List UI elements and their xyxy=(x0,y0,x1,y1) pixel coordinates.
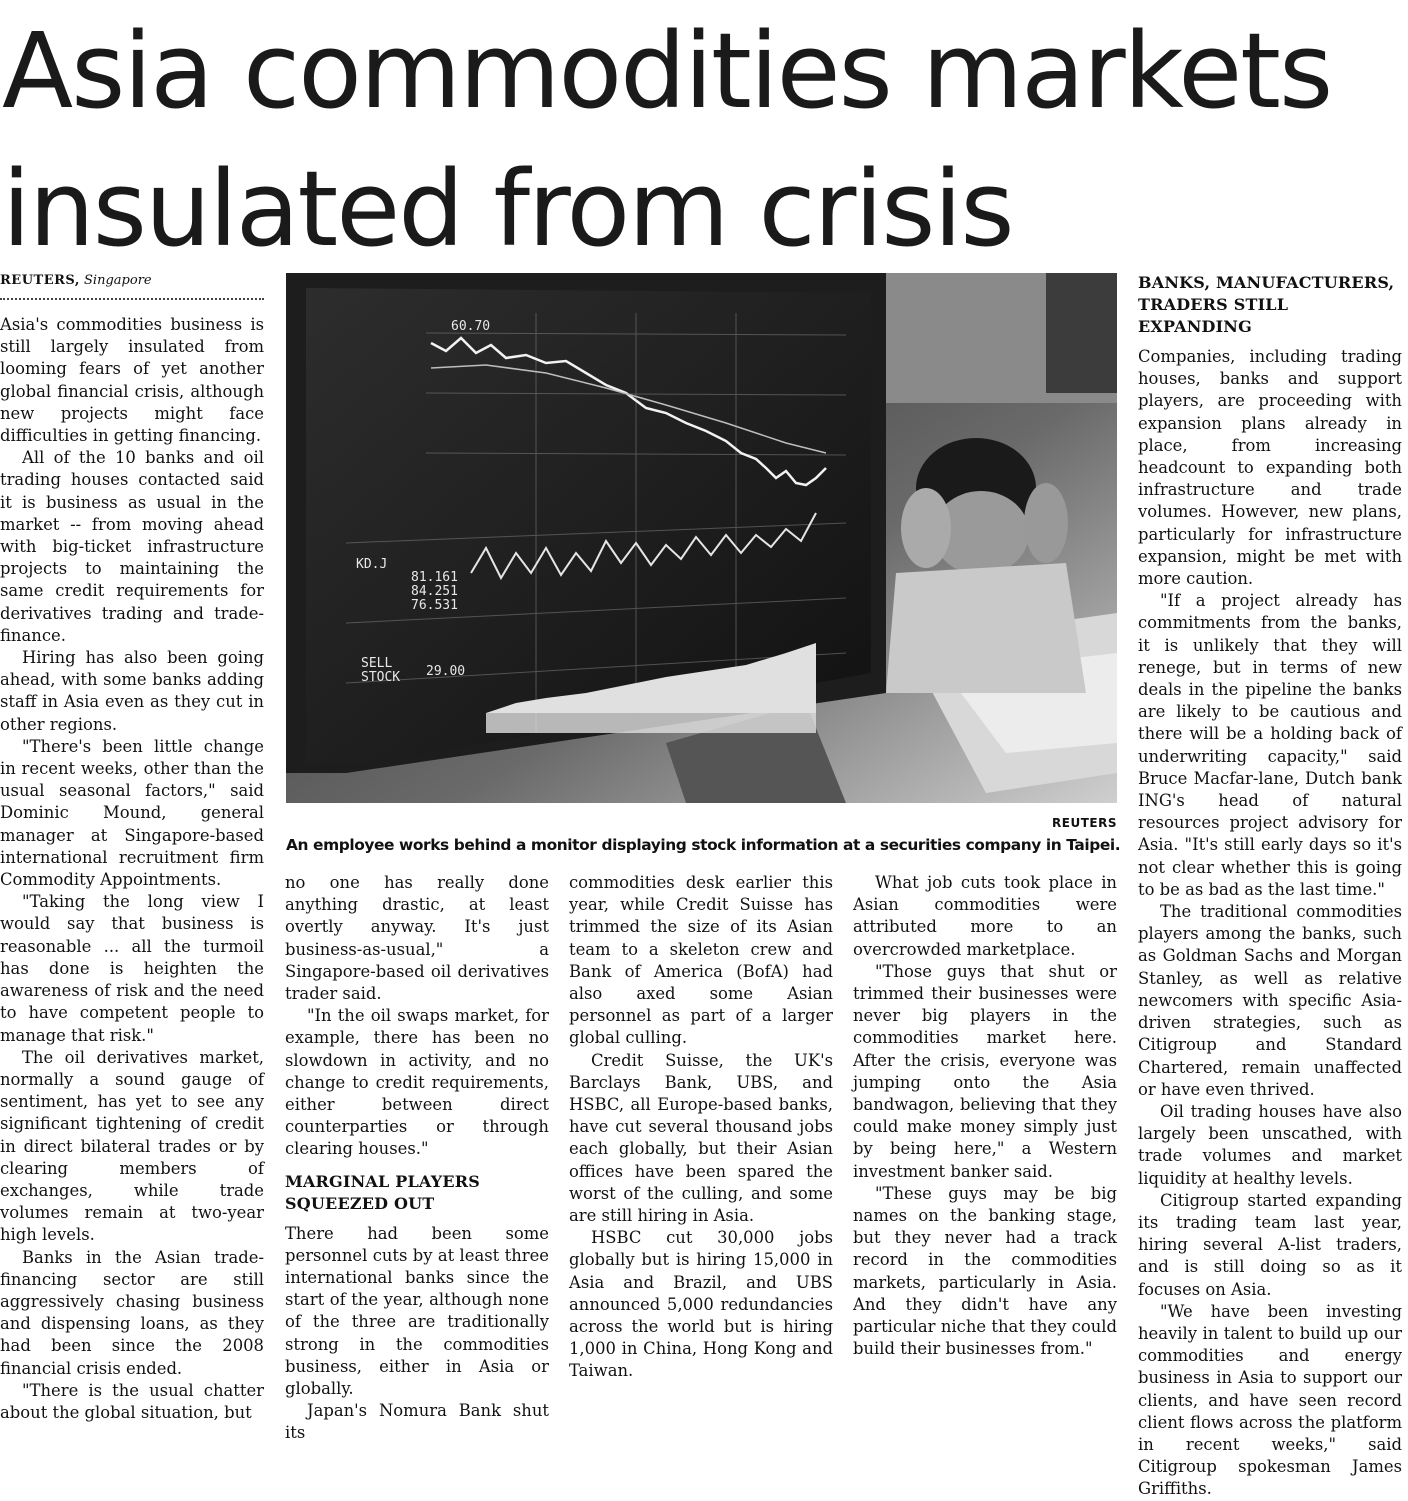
paragraph: "If a project already has commitments from the banks, it is unlikely that they will renege, but in terms of new deals in the pipeline the banks are likely to be cautious and there will be a holding back of underwriting capacity," said Bruce Macfar-lane, Dutch bank ING's head of natural resources project advisory for Asia. "It's still early days so it's not clear whether this is going to be as bad as the last time." xyxy=(1138,591,1402,899)
photo-credit: REUTERS xyxy=(1052,816,1117,830)
article-column-2 xyxy=(285,872,549,1443)
paragraph: The traditional commodities players among the banks, such as Goldman Sachs and Morgan Stanley, as well as relative newcomers with specific Asia-driven strategies, such as Citigroup and Standard Chartered, remain unaffected or have even thrived. xyxy=(1138,902,1402,1099)
paragraph: There had been some personnel cuts by at least three international banks since the start of the year, although none of the three are traditionally strong in the commodities business, either in Asia or globally. xyxy=(285,1223,549,1399)
screen-price-label: 60.70 xyxy=(451,319,491,334)
screen-indicator-label: KD.J xyxy=(356,557,388,572)
paragraph: Hiring has also been going ahead, with some banks adding staff in Asia even as they cut in other regions. xyxy=(0,648,264,734)
headline: Asia commodities markets insulated from crisis xyxy=(2,10,1332,270)
paragraph: Credit Suisse, the UK's Barclays Bank, UBS, and HSBC, all Europe-based banks, have cut several thousand jobs each globally, but their Asian offices have been spared the worst of the culling, and some are still hiring in Asia. xyxy=(569,1050,833,1226)
paragraph: All of the 10 banks and oil trading houses contacted said it is business as usual in the market -- from moving ahead with big-ticket infrastructure projects to maintaining the same credit requirements for derivatives trading and trade-finance. xyxy=(0,448,264,645)
screen-value: 81.161 xyxy=(411,570,458,585)
paragraph: Companies, including trading houses, banks and support players, are proceeding with expansion plans already in place, from increasing headcount to expanding both infrastructure and trade volumes. However, new plans, particularly for infrastructure expansion, might be met with more caution. xyxy=(1138,347,1402,589)
section-subhead: MARGINAL PLAYERS SQUEEZED OUT xyxy=(285,1171,480,1213)
paragraph: "Taking the long view I would say that business is reasonable ... all the turmoil has done is heighten the awareness of risk and the need to have competent people to manage that risk." xyxy=(0,892,264,1045)
article-column-5 xyxy=(1138,268,1402,1499)
screen-label: SELL xyxy=(361,656,393,671)
paragraph: Banks in the Asian trade-financing sector are still aggressively chasing business and dispensing loans, as they had been since the 2008 financial crisis ended. xyxy=(0,1247,264,1378)
paragraph: commodities desk earlier this year, while Credit Suisse has trimmed the size of its Asian team to a skeleton crew and Bank of America (BofA) had also axed some Asian personnel as part of a larger global culling. xyxy=(569,873,833,1048)
paragraph: What job cuts took place in Asian commodities were attributed more to an overcrowded marketplace. xyxy=(853,873,1117,959)
screen-value: 29.00 xyxy=(426,664,466,679)
article-column-4 xyxy=(853,872,1117,1368)
paragraph: "There's been little change in recent weeks, other than the usual seasonal factors," said Dominic Mound, general manager at Singapore-based international recruitment firm Commodity Appointments. xyxy=(0,736,264,890)
section-subhead: BANKS, MANUFACTURERS, TRADERS STILL EXPANDING xyxy=(1138,273,1395,336)
dateline xyxy=(0,272,264,290)
paragraph: Citigroup started expanding its trading team last year, hiring several A-list traders, and is still doing so as it focuses on Asia. xyxy=(1138,1190,1402,1299)
article-column-1 xyxy=(0,314,264,1422)
screen-value: 76.531 xyxy=(411,598,458,613)
paragraph: "These guys may be big names on the banking stage, but they never had a track record in the commodities markets, particularly in Asia. And they didn't have any particular niche that they could build their businesses from." xyxy=(853,1183,1117,1359)
paragraph: "Those guys that shut or trimmed their businesses were never big players in the commodities market here. After the crisis, everyone was jumping onto the Asia bandwagon, believing that they could make money simply just by being here," a Western investment banker said. xyxy=(853,961,1117,1181)
stock-monitor-image xyxy=(286,273,1117,803)
screen-value: 84.251 xyxy=(411,584,458,599)
paragraph: The oil derivatives market, normally a sound gauge of sentiment, has yet to see any significant tightening of credit in direct bilateral trades or by clearing members of exchanges, while trade volumes remain at two-year high levels. xyxy=(0,1047,264,1245)
paragraph: "We have been investing heavily in talent to build up our commodities and energy business in Asia to support our clients, and have seen record client flows across the platform in recent weeks," said Citigroup spokesman James Griffiths. xyxy=(1138,1301,1402,1499)
paragraph: Japan's Nomura Bank shut its xyxy=(285,1401,549,1443)
paragraph: HSBC cut 30,000 jobs globally but is hiring 15,000 in Asia and Brazil, and UBS announced 5,000 redundancies across the world but is hiring 1,000 in China, Hong Kong and Taiwan. xyxy=(569,1228,833,1381)
paragraph: "In the oil swaps market, for example, there has been no slowdown in activity, and no change to credit requirements, either between direct counterparties or through clearing houses." xyxy=(285,1006,549,1159)
paragraph: Oil trading houses have also largely been unscathed, with trade volumes and market liquidity at healthy levels. xyxy=(1138,1101,1402,1188)
paragraph: no one has really done anything drastic, at least overtly anyway. It's just business-as-usual," a Singapore-based oil derivatives trader said. xyxy=(285,873,549,1004)
dotted-divider xyxy=(0,298,264,300)
paragraph: "There is the usual chatter about the global situation, but xyxy=(0,1380,264,1422)
news-photo xyxy=(286,273,1117,803)
screen-label: STOCK xyxy=(361,670,401,685)
photo-caption: An employee works behind a monitor displaying stock information at a securities company in Taipei. xyxy=(286,836,1121,854)
paragraph: Asia's commodities business is still largely insulated from looming fears of yet another global financial crisis, although new projects might face difficulties in getting financing. xyxy=(0,315,264,446)
article-column-3 xyxy=(569,872,833,1381)
dateline-agency: REUTERS, xyxy=(0,273,80,288)
dateline-place: Singapore xyxy=(84,273,152,288)
